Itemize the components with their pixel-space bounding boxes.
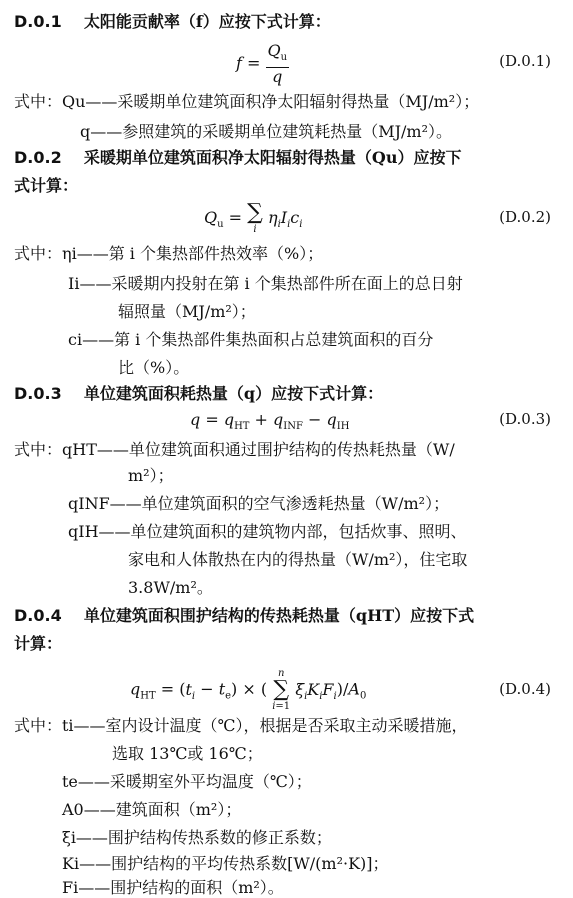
section-d01-heading	[14, 12, 331, 32]
section-number: D.0.2	[14, 148, 62, 167]
section-d03-heading	[14, 384, 383, 404]
definition-line: ci——第 i 个集热部件集热面积占总建筑面积的百分	[68, 330, 434, 349]
section-d04-heading	[14, 606, 474, 626]
equation-d02: $Q_u$ = ∑ i $\eta_iI_ic_i$	[204, 200, 303, 235]
section-number: D.0.4	[14, 606, 62, 625]
definition-line: 式中：qHT——单位建筑面积通过围护结构的传热耗热量（W/	[14, 440, 455, 459]
equation-number: (D.0.2)	[499, 208, 551, 226]
section-d02-heading	[14, 148, 461, 168]
definition-line: 式中：ηi——第 i 个集热部件热效率（%）；	[14, 244, 324, 263]
definition-line: q——参照建筑的采暖期单位建筑耗热量（MJ/m²）。	[80, 122, 453, 141]
section-title-cont: 计算：	[14, 634, 63, 653]
equation-number: (D.0.1)	[499, 52, 551, 70]
definition-line: 式中：Qu——采暖期单位建筑面积净太阳辐射得热量（MJ/m²）；	[14, 92, 480, 111]
definition-line: ξi——围护结构传热系数的修正系数；	[62, 828, 332, 847]
section-title-cont: 式计算：	[14, 176, 79, 195]
equation-number: (D.0.3)	[499, 410, 551, 428]
equation-d04: $q_{HT} = (t_i - t_e)$ × ( n ∑ i=1 $\xi_iK_iF_i)/A_0$	[130, 668, 367, 712]
definition-line: 家电和人体散热在内的得热量（W/m²），住宅取	[128, 550, 468, 569]
section-title: 单位建筑面积围护结构的传热耗热量（qHT）应按下式	[83, 606, 475, 625]
definition-line: Ki——围护结构的平均传热系数[W/(m²·K)]；	[62, 854, 389, 873]
section-number: D.0.3	[14, 384, 62, 403]
definition-line: te——采暖期室外平均温度（℃）；	[62, 772, 312, 791]
definition-line: qINF——单位建筑面积的空气渗透耗热量（W/m²）；	[68, 494, 450, 513]
definition-line: A0——建筑面积（m²）；	[62, 800, 242, 819]
section-title: 采暖期单位建筑面积净太阳辐射得热量（Qu）应按下	[83, 148, 462, 167]
definition-line: 选取 13℃或 16℃；	[112, 744, 263, 763]
definition-line: 辐照量（MJ/m²）；	[118, 302, 256, 321]
fraction: $\frac{Q_u}{q}$	[267, 41, 288, 87]
definition-line: 3.8W/m²。	[128, 578, 213, 597]
section-number: D.0.1	[14, 12, 62, 31]
equation-number: (D.0.4)	[499, 680, 551, 698]
definition-line: Fi——围护结构的面积（m²）。	[62, 878, 284, 897]
definition-line: 比（%）。	[118, 358, 190, 377]
equation-d01: f = $\frac{Q_u}{q}$	[236, 41, 288, 87]
section-title: 太阳能贡献率（f）应按下式计算：	[83, 12, 331, 31]
sum-symbol: ∑ i	[247, 200, 263, 235]
equation-d03: $q = q_{HT} + q_{INF} - q_{IH}$	[190, 410, 350, 433]
section-title: 单位建筑面积耗热量（q）应按下式计算：	[83, 384, 384, 403]
sum-symbol: n ∑ i=1	[272, 668, 291, 712]
definition-line: Ii——采暖期内投射在第 i 个集热部件所在面上的总日射	[68, 274, 463, 293]
definition-line: qIH——单位建筑面积的建筑物内部，包括炊事、照明、	[68, 522, 467, 541]
definition-line: m²）；	[128, 466, 174, 485]
definition-line: 式中：ti——室内设计温度（℃），根据是否采取主动采暖措施，	[14, 716, 468, 735]
